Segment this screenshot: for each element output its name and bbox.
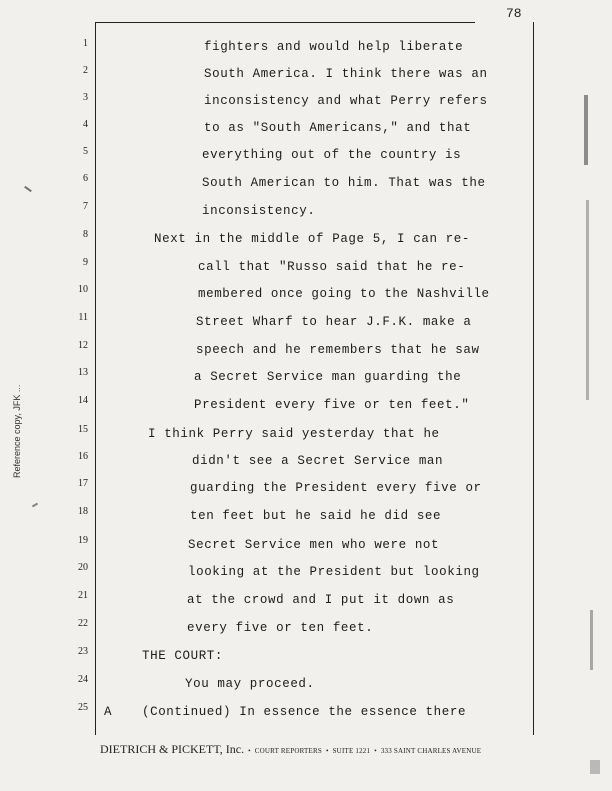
line-number: 6: [83, 173, 88, 184]
transcript-line: inconsistency and what Perry refers: [204, 94, 488, 108]
page-footer: [100, 740, 481, 758]
transcript-line: President every five or ten feet.": [194, 398, 470, 412]
scan-artifact: [24, 186, 32, 192]
line-number: 22: [78, 618, 88, 629]
transcript-line: call that "Russo said that he re-: [198, 260, 466, 274]
footer-separator: •: [325, 747, 329, 755]
line-number: 8: [83, 229, 88, 240]
line-number: 16: [78, 451, 88, 462]
transcript-line: Street Wharf to hear J.F.K. make a: [196, 315, 472, 329]
line-number: 20: [78, 562, 88, 573]
transcript-line: didn't see a Secret Service man: [192, 454, 444, 468]
transcript-line: everything out of the country is: [202, 148, 462, 162]
line-number: 25: [78, 702, 88, 713]
line-number: 17: [78, 478, 88, 489]
line-number: 15: [78, 424, 88, 435]
page-frame-top: [95, 22, 475, 23]
line-number: 13: [78, 367, 88, 378]
line-number: 12: [78, 340, 88, 351]
transcript-line: I think Perry said yesterday that he: [148, 427, 440, 441]
footer-suite: SUITE 1221: [332, 747, 371, 755]
line-number: 1: [83, 38, 88, 49]
transcript-line: a Secret Service man guarding the: [194, 370, 462, 384]
scan-artifact: [32, 503, 38, 508]
page-number: 78: [506, 6, 522, 21]
line-number: 21: [78, 590, 88, 601]
transcript-line: THE COURT:: [142, 649, 224, 663]
transcript-line: (Continued) In essence the essence there: [142, 705, 467, 719]
line-number: 11: [78, 312, 88, 323]
line-number: 7: [83, 201, 88, 212]
line-number: 10: [78, 284, 88, 295]
line-number: 4: [83, 119, 88, 130]
line-number: 3: [83, 92, 88, 103]
margin-reference-stamp: Reference copy, JFK ...: [12, 384, 22, 478]
transcript-line: guarding the President every five or: [190, 481, 482, 495]
footer-firm: DIETRICH & PICKETT, Inc.: [100, 742, 245, 756]
line-number: 2: [83, 65, 88, 76]
footer-reporters: COURT REPORTERS: [254, 747, 322, 755]
transcript-line: speech and he remembers that he saw: [196, 343, 480, 357]
line-number: 23: [78, 646, 88, 657]
transcript-line: Secret Service men who were not: [188, 538, 440, 552]
line-number: 19: [78, 535, 88, 546]
transcript-line: Next in the middle of Page 5, I can re-: [154, 232, 470, 246]
speaker-label: A: [104, 705, 113, 719]
line-number: 18: [78, 506, 88, 517]
footer-separator: •: [374, 747, 377, 755]
transcript-line: South America. I think there was an: [204, 67, 488, 81]
transcript-line: to as "South Americans," and that: [204, 121, 472, 135]
footer-separator: •: [248, 747, 251, 755]
line-number: 5: [83, 146, 88, 157]
footer-address: 333 SAINT CHARLES AVENUE: [380, 747, 482, 755]
scan-artifact: [584, 95, 588, 165]
scan-artifact: [590, 610, 593, 670]
transcript-line: South American to him. That was the: [202, 176, 486, 190]
transcript-line: every five or ten feet.: [187, 621, 374, 635]
transcript-line: fighters and would help liberate: [204, 40, 464, 54]
line-number: 14: [78, 395, 88, 406]
transcript-line: ten feet but he said he did see: [190, 509, 442, 523]
line-number: 24: [78, 674, 88, 685]
transcript-line: You may proceed.: [185, 677, 315, 691]
line-number: 9: [83, 257, 88, 268]
transcript-line: looking at the President but looking: [188, 565, 480, 579]
transcript-line: at the crowd and I put it down as: [187, 593, 455, 607]
scan-artifact: [590, 760, 600, 774]
transcript-line: inconsistency.: [202, 204, 316, 218]
transcript-line: membered once going to the Nashville: [198, 287, 490, 301]
scan-artifact: [586, 200, 589, 400]
